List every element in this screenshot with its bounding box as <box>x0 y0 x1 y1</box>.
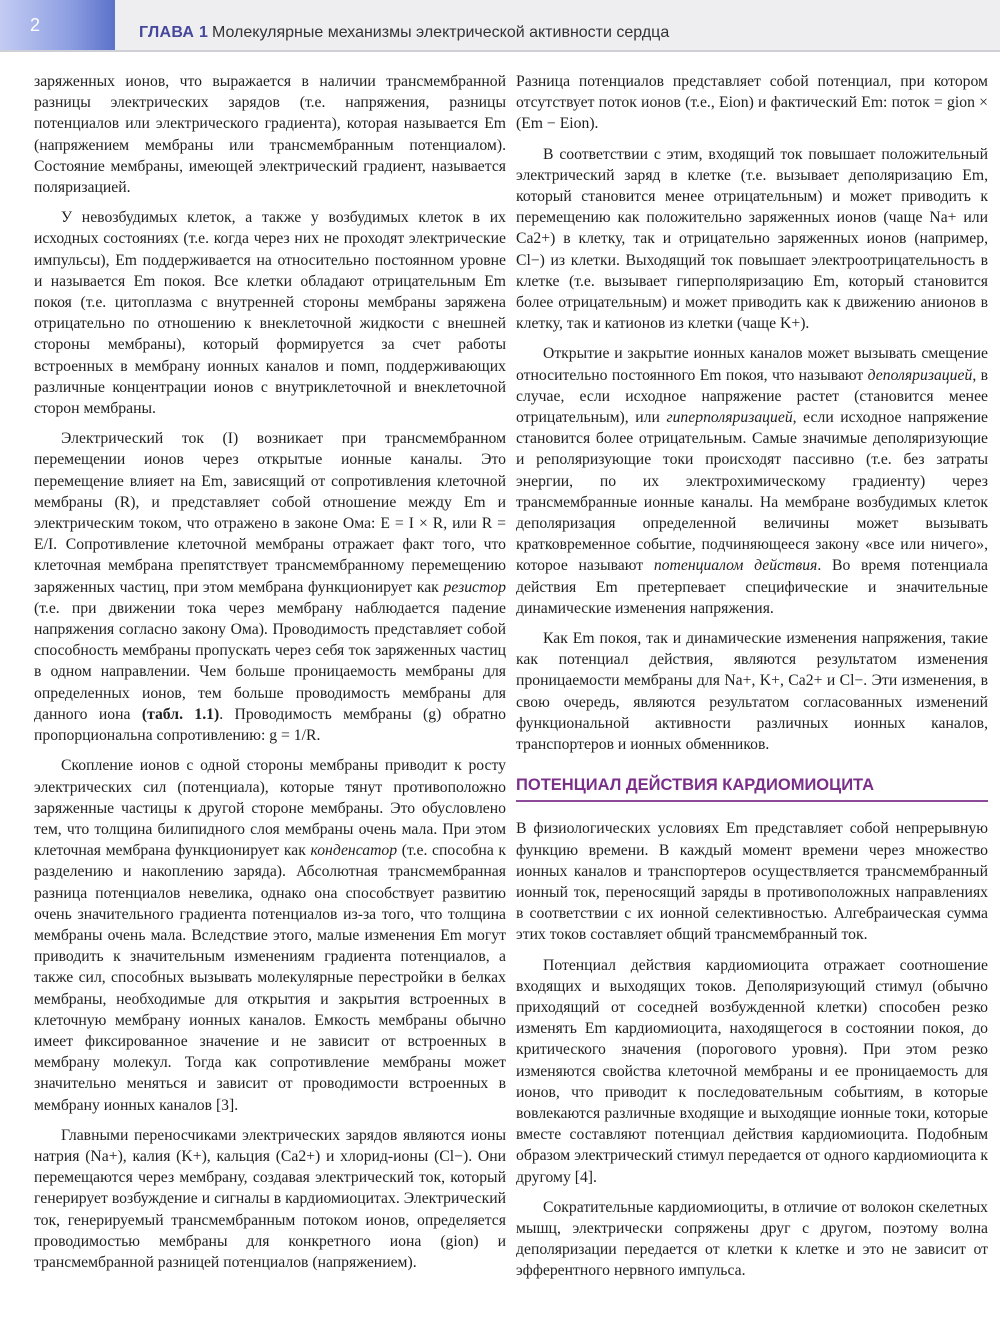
right-paragraph-6: Потенциал действия кардиомиоцита отражает соотношение входящих и выходящих токов. Деполяризующий стимул (обычно приходящий от соседней возбужденной клетки) способен резко изменять Em кардиомиоцита, находящегося в состоянии покоя, до критического значения (порогового уровня). При этом резко изменяются свойства клеточной мембраны и ее проницаемость для ионов, что приводит к последовательным событиям, в которые вовлекаются различные входящие и выходящие ионные токи, которые вместе составляют потенциал действия кардиомиоцита. Подобным образом электрический стимул передается от одного кардиомиоцита к другому [4]. <box>516 956 988 1186</box>
page-header <box>0 0 1000 52</box>
term-resistor: резистор <box>443 578 507 596</box>
term-depolarization: деполяризацией <box>867 366 973 384</box>
paragraph-text: . Проводимость мембраны (g) обратно пропорциональна сопротивлению: g = 1/R. <box>34 705 507 745</box>
paragraph-text: Электрический ток (I) возникает при трансмембранном перемещении ионов через открытые ионные каналы. Это перемещение влияет на Em, зависящий от сопротивления клеточной мембраны (R), и представляет собой отношение между Em и электрическим током, что отражено в законе Ома: E = I × R, или R = E/I. Сопротивление клеточной мембраны отражает факт того, что клеточная мембрана препятствует трансмембранному перемещению заряженных частиц, при этом мембрана функционирует как <box>34 430 506 596</box>
paragraph-text: . Во время потенциала действия Em претерпевает специфические и значительные динамические изменения напряжения. <box>516 557 989 617</box>
running-title: Молекулярные механизмы электрической активности сердца <box>212 24 670 41</box>
left-paragraph-5: Главными переносчиками электрических зарядов являются ионы натрия (Na+), калия (K+), кальция (Ca2+) и хлорид-ионы (Cl−). Они перемещаются через мембрану, создавая электрический ток, который генерирует возбуждение и сигналы в кардиомиоцитах. Электрический ток, генерируемый трансмембранным потоком ионов, определяется проводимостью мембраны для конкретного иона (gion) и трансмембранной разницей потенциалов (напряжением). <box>34 1126 506 1271</box>
paragraph-text: , если исходное напряжение становится более отрицательным. Самые значимые деполяризующие и реполяризующие токи происходят пассивно (т.е. без затраты энергии, по их электрохимическому градиенту) через трансмембранные ионные каналы. На мембране возбудимых клеток деполяризация определенной величины может вызывать кратковременное событие, подчиняющееся закону «все или ничего», которое называют <box>516 409 988 575</box>
right-paragraph-5: В физиологических условиях Em представляет собой непрерывную функцию времени. В каждый момент времени через множество ионных каналов и транспортеров осуществляется трансмембранный ионный ток, переносящий заряды в противоположных направлениях в соответствии с их ионной селективностью. Алгебраическая сумма этих токов составляет общий трансмембранный ток. <box>516 820 988 944</box>
table-reference: (табл. 1.1) <box>141 705 220 723</box>
chapter-label: ГЛАВА 1 <box>139 24 209 41</box>
left-column <box>34 71 506 1282</box>
term-capacitor: конденсатор <box>310 842 398 860</box>
right-paragraph-1: Разница потенциалов представляет собой потенциал, при котором отсутствует поток ионов (т.е., Eion) и фактический Em: поток = gion × (Em − Eion). <box>516 73 988 133</box>
term-action-potential: потенциалом действия <box>653 557 818 575</box>
paragraph-text: Скопление ионов с одной стороны мембраны приводит к росту электрических сил (потенциала), которые тянут противоположно заряженные частицы к другой стороне мембраны. Это обусловлено тем, что толщина билипидного слоя мембраны очень мала. При этом клеточная мембрана функционирует как <box>34 757 506 860</box>
left-paragraph-2: У невозбудимых клеток, а также у возбудимых клеток в их исходных состояниях (т.е. когда через них не проходят электрические импульсы), Em поддерживается на относительно постоянном уровне и называется Em покоя. Все клетки обладают отрицательным Em покоя (т.е. цитоплазма с внутренней стороны мембраны заряжена отрицательно по отношению к внеклеточной жидкости с внешней стороны мембраны), который формируется за счет работы встроенных в мембрану ионных каналов и помп, поддерживающих различные концентрации ионов с внутриклеточной и внеклеточной сторон мембраны. <box>34 209 506 418</box>
left-paragraph-3 <box>34 428 506 746</box>
page-number: 2 <box>0 0 115 50</box>
paragraph-text: (т.е. способна к разделению и накоплению заряда). Абсолютная трансмембранная разница потенциалов невелика, однако она способствует развитию очень значительного градиента потенциалов из-за того, что толщина мембраны очень мала. Вследствие этого, малые изменения Em могут приводить к значительным изменениям градиента потенциалов, а также сил, способных вызывать молекулярные перестройки в белках мембраны, необходимые для открытия и закрытия встроенных в клеточную мембрану ионных каналов. Емкость мембраны обычно имеет фиксированное значение и не зависит от встроенных в мембрану молекул. Тогда как сопротивление мембраны может значительно меняться и зависит от проводимости встроенных в мембрану ионных каналов [3]. <box>34 842 507 1114</box>
paragraph-text: Открытие и закрытие ионных каналов может вызывать смещение относительно постоянного Em покоя, что называют <box>516 345 988 384</box>
right-paragraph-3 <box>516 343 988 619</box>
paragraph-text: , в случае, если исходное напряжение растет (становится менее отрицательным), или <box>516 366 988 427</box>
left-paragraph-1: заряженных ионов, что выражается в наличии трансмембранной разницы электрических зарядов (т.е. напряжения, разницы потенциалов или электрического градиента), которая называется Em (напряжением мембраны или трансмембранным потенциалом). Состояние мембраны, имеющей электрический градиент, называется поляризацией. <box>34 73 506 197</box>
right-paragraph-2: В соответствии с этим, входящий ток повышает положительный электрический заряд в клетке (т.е. вызывает деполяризацию Em, который становится менее отрицательным) и может приводить к перемещению как положительно заряженных ионов (чаще Na+ или Ca2+) в клетку, так и отрицательно заряженных ионов (например, Cl−) из клетки. Выходящий ток повышает электроотрицательность в клетке (т.е. вызывает гиперполяризацию Em, который становится более отрицательным) и может приводить как к движению анионов в клетку, так и катионов из клетки (чаще K+). <box>516 145 988 333</box>
section-heading: ПОТЕНЦИАЛ ДЕЙСТВИЯ КАРДИОМИОЦИТА <box>516 775 988 802</box>
right-paragraph-7: Сократительные кардиомиоциты, в отличие от волокон скелетных мышц, электрически сопряжены друг с другом, поэтому волна деполяризации передается от клетки к клетке и это не зависит от эфферентного нервного импульса. <box>516 1198 988 1280</box>
term-hyperpolarization: гиперполяризацией <box>666 409 793 427</box>
right-column <box>516 71 988 1291</box>
right-paragraph-4: Как Em покоя, так и динамические изменения напряжения, такие как потенциал действия, являются результатом изменения проницаемости мембраны для Na+, K+, Ca2+ и Cl−. Эти изменения, в свою очередь, являются результатом согласованных изменений функциональной активности различных ионных каналов, транспортеров и ионных обменников. <box>516 630 988 754</box>
left-paragraph-4 <box>34 755 506 1115</box>
paragraph-text: (т.е. при движении тока через мембрану наблюдается падение напряжения согласно закону Ома). Проводимость представляет собой способность мембраны пропускать через себя ток заряженных частиц в одном направлении. Чем больше проницаемость мембраны для определенных ионов, тем больше проводимость мембраны для данного иона <box>34 599 506 723</box>
